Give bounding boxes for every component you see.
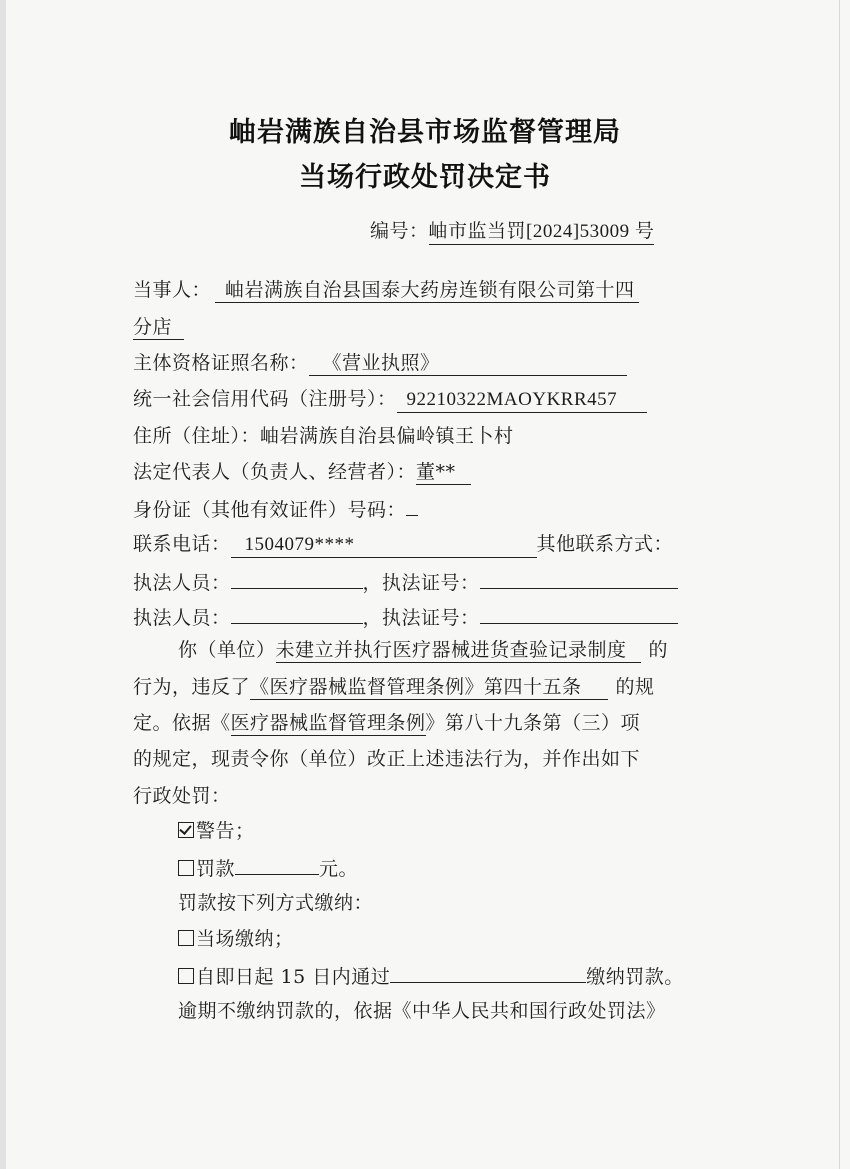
id-row: 身份证（其他有效证件）号码： — [133, 495, 418, 523]
party-name-row: 当事人： 岫岩满族自治县国泰大药房连锁有限公司第十四 — [133, 277, 639, 303]
checkbox-icon — [178, 930, 194, 946]
law-basis: 医疗器械监督管理条例 — [230, 712, 426, 734]
body-line-5: 行政处罚： — [133, 785, 231, 807]
license-name: 《营业执照》 — [309, 351, 627, 376]
penalty-warning: 警告； — [178, 818, 255, 844]
id-blank — [406, 495, 418, 516]
officer-row-2: 执法人员： ，执法证号： — [133, 603, 678, 631]
officer-row-1: 执法人员： ，执法证号： — [133, 568, 678, 596]
body-line-3: 定。依据《医疗器械监督管理条例》第八十九条第（三）项 — [133, 712, 641, 734]
checkbox-icon — [178, 860, 194, 876]
checkbox-checked-icon — [178, 822, 194, 838]
address: 岫岩满族自治县偏岭镇王卜村 — [260, 425, 514, 447]
body-line-2: 行为，违反了《医疗器械监督管理条例》第四十五条 的规 — [133, 676, 655, 698]
issuer-title: 岫岩满族自治县市场监督管理局 — [229, 117, 621, 148]
law-violated: 《医疗器械监督管理条例》第四十五条 — [250, 675, 608, 700]
representative-row: 法定代表人（负责人、经营者）：董** — [133, 459, 471, 485]
overdue-text: 逾期不缴纳罚款的，依据《中华人民共和国行政处罚法》 — [178, 1000, 666, 1022]
credit-code: 92210322MAOYKRR457 — [397, 388, 648, 413]
violation: 未建立并执行医疗器械进货查验记录制度 — [276, 638, 641, 663]
license-row: 主体资格证照名称： 《营业执照》 — [133, 350, 627, 376]
party-name-row-2: 分店 — [133, 314, 184, 340]
party-name: 岫岩满族自治县国泰大药房连锁有限公司第十四 — [215, 278, 639, 303]
body-line-1: 你（单位）未建立并执行医疗器械进货查验记录制度 的 — [178, 639, 669, 661]
document-number: 编号：岫市监当罚[2024]53009 号 — [370, 218, 654, 245]
representative: 董** — [416, 460, 471, 485]
body-line-4: 的规定，现责令你（单位）改正上述违法行为，并作出如下 — [133, 748, 641, 770]
checkbox-icon — [178, 968, 194, 984]
document-title: 当场行政处罚决定书 — [299, 162, 551, 193]
payment-onsite: 当场缴纳； — [178, 926, 294, 952]
credit-code-row: 统一社会信用代码（注册号）： 92210322MAOYKRR457 — [133, 386, 647, 413]
phone: 1504079**** — [231, 533, 537, 558]
payment-within: 自即日起 15 日内通过 缴纳罚款。 — [178, 962, 684, 990]
address-row: 住所（住址）：岫岩满族自治县偏岭镇王卜村 — [133, 425, 514, 447]
penalty-fine: 罚款 元。 — [178, 854, 358, 882]
phone-row: 联系电话： 1504079**** 其他联系方式： — [133, 531, 673, 558]
payment-intro: 罚款按下列方式缴纳： — [178, 892, 374, 914]
